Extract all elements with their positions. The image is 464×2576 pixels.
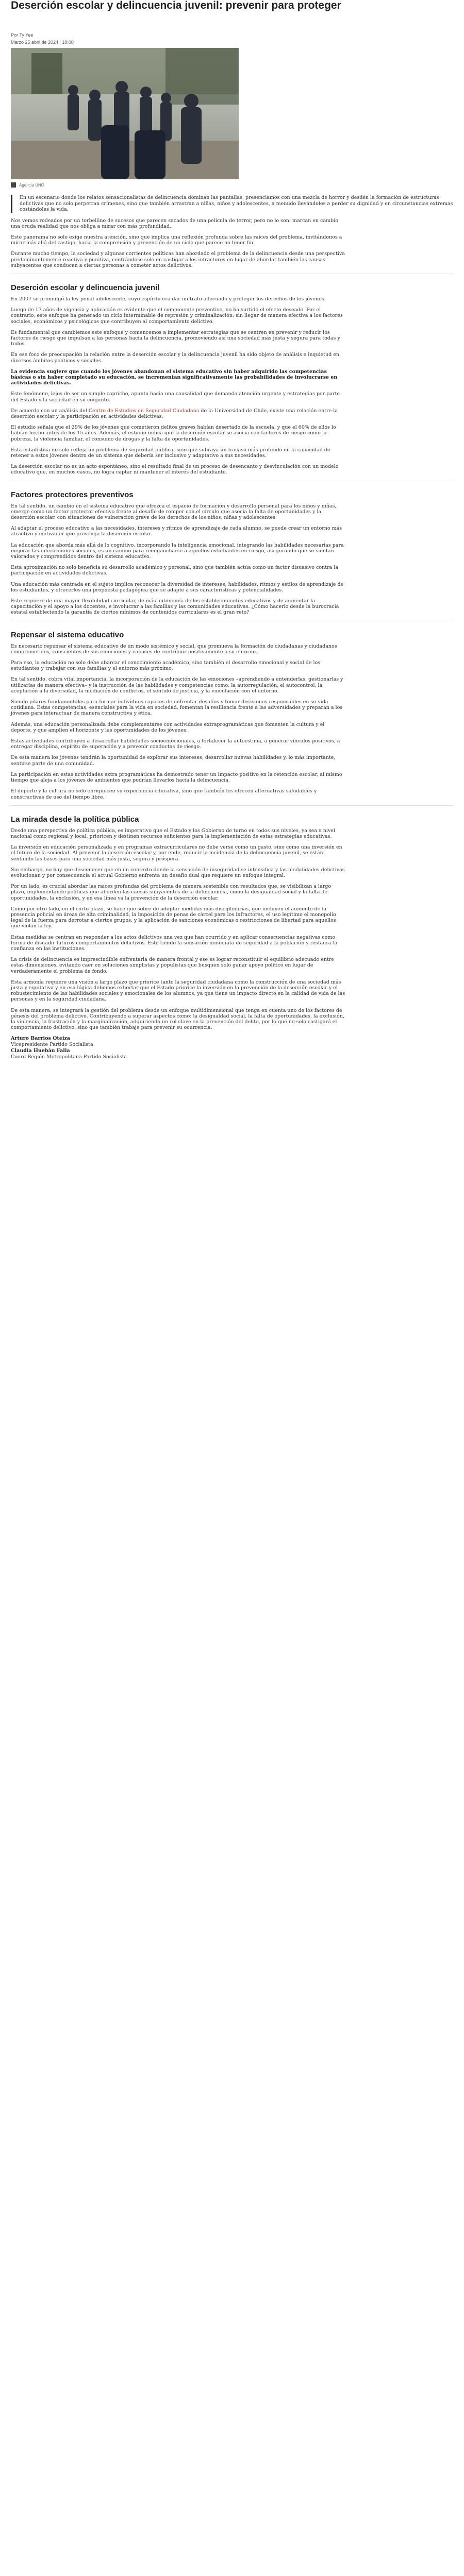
section-heading: Repensar el sistema educativo — [11, 630, 124, 639]
body-paragraph: La evidencia sugiere que cuando los jóvenes abandonan el sistema educativo sin haber adquirido las competencias básicas o sin haber completado su educación, se incrementan significativamente las probabilidades de involucrarse en actividades delictivas. — [11, 368, 338, 386]
section-heading: La mirada desde la política pública — [11, 815, 139, 824]
body-paragraph: La educación que aborda más allá de lo cognitivo, incorporando la inteligencia emocional, integrando las habilidades necesarias para mejorar las interacciones sociales, es un camino para reengancharse a aquellos estudiantes en riesgo, asegurando que se sientan valorados y comprendidos dentro del sistema educativo. — [11, 542, 344, 560]
body-paragraph: Sin embargo, no hay que desconocer que en un contexto donde la sensación de inseguridad se intensifica y las modalidades delictivas evolucionan y por consecuencia el actual Gobierno enfrenta un desafío dual que requiere un enfoque integral. — [11, 867, 345, 878]
body-paragraph: Como por otro lado, en el corto plazo, se hace que sobre de adoptar medidas más disciplinarias, que incluyen el aumento de la presencia policial en áreas de alta criminalidad, la imposición de penas de cárcel para los infractores, el uso legítimo el monopolio legal de la fuerza para derrotar a ciertos grupos, y la aplicación de sanciones económicas o restricciones de libertad para aquellos que violan la ley. — [11, 906, 336, 929]
body-paragraph: Una educación más centrada en el sujeto implica reconocer la diversidad de intereses, habilidades, ritmos y estilos de aprendizaje de los estudiantes, y ofrecerles una propuesta pedagógica que se adapte a sus características y potencialidades. — [11, 581, 344, 593]
body-paragraph: En ese foco de preocupación la relación entre la deserción escolar y la delincuencia juvenil ha sido objeto de análisis e inquietud en diversos ámbitos políticos y sociales. — [11, 352, 340, 364]
body-paragraph: Esta armonía requiere una visión a largo plazo que priorice tanto la seguridad ciudadana como la construcción de una sociedad más justa y equitativa y en esa lógica debemos exhortar que el Estado priorice la inversión en la prevención de la deserción escolar y el robustecimiento de las habilidades sociales y emocionales de los alumnos, ya que tiene un impacto directo en la calidad de vida de las personas y en la seguridad ciudadana. — [11, 979, 345, 1003]
lead-paragraphs — [11, 218, 453, 268]
article-photo — [11, 48, 239, 179]
intro-text: En un escenario donde los relatos sensacionalistas de delincuencia dominan las pantallas, presenciamos con una mezcla de horror y desdén la formación de estructuras delictivas que no solo perpetran crímenes, sino que también arrastran a niñas, niños y adolescentes, a menudo llevándoles a perder su dignidad y en circunstancias extremas costándoles la vida. — [20, 195, 453, 212]
body-paragraph: Este fenómeno, lejos de ser un simple capricho, apunta hacia una causalidad que demanda atención urgente y estrategias por parte del Estado y la sociedad en su conjunto. — [11, 391, 340, 403]
inline-link[interactable]: Centro de Estudios en Seguridad Ciudadana — [88, 408, 200, 414]
body-paragraph: Este requiere de una mayor flexibilidad curricular, de más autonomía de los establecimientos educativos y de aumentar la capacitación y el apoyo a los docentes, e involucrar a las familias y las comunidades educativas. ¿Cómo hacerlo desde la burocracia estatal estableciendo la garantía de ciertos mínimos de contenidos curriculares es el gran reto? — [11, 598, 339, 616]
body-paragraph: La participación en estas actividades extra programáticas ha demostrado tener un impacto positivo en la retención escolar, al mismo tiempo que aleja a los jóvenes de ambientes que podrían llevarlos hacia la delincuencia. — [11, 771, 342, 784]
body-paragraph: Esta estadística no solo refleja un problema de seguridad pública, sino que subraya un fracaso más profundo en la capacidad de retener a estos jóvenes dentro de un sistema que debería ser inclusivo y adaptativo a sus necesidades. — [11, 447, 330, 459]
body-paragraph: El estudio señala que el 29% de los jóvenes que cometieron delitos graves habían desertado de la escuela, y que el 60% de ellos lo habían hecho antes de los 15 años. Además, el estudio indica que la deserción escolar se asocia con factores de riesgo como la pobreza, la violencia familiar, el consumo de drogas y la falta de oportunidades. — [11, 425, 336, 442]
body-paragraph: Esta aproximación no solo beneficia su desarrollo académico y personal, sino que también actúa como un factor disuasivo contra la participación en actividades delictivas. — [11, 565, 339, 577]
paragraph-text: de la Universidad de Chile, existe una relación entre la deserción escolar y la participación en actividades delictivas. — [11, 408, 338, 419]
body-paragraph: Desde una perspectiva de política pública, es imperativo que el Estado y los Gobierno de turno en todos sus niveles, ya sea a nivel nacional como regional y local, prioricen y destinen recursos suficientes para la implementación de estas estrategias educativas. — [11, 827, 335, 839]
image-credit — [11, 182, 453, 188]
body-paragraph: Estas actividades contribuyen a desarrollar habilidades socioemocionales, a fortalecer la autoestima, a generar vínculos positivos, a entregar disciplina, espíritu de superación y a prevenir conductas de riesgo. — [11, 738, 340, 750]
body-paragraph: La inversión en educación personalizada y en programas extracurriculares no debe verse como un gasto, sino como una inversión en el futuro de la sociedad. Al prevenir la deserción escolar y, por ende, reducir la incidencia de la delincuencia juvenil, se están sentando las bases para una sociedad más justa, segura y próspera. — [11, 844, 342, 862]
section-heading: Factores protectores preventivos — [11, 490, 134, 499]
students-photo-illustration — [11, 48, 239, 179]
body-paragraph: De esta manera, se integrará la gestión del problema desde un enfoque multidimensional que tenga en cuenta uno de los factores de génesis del problema delictivo. Contribuyendo a superar aspectos como: la desigualdad social, la falta de oportunidades, la exclusión, la violencia, la frustración y la marginalización, adquiriendo un rol clave en la prevención del delito, por lo que no solo castigará el comportamiento delictivo, sino que también trabaje para prevenir su ocurrencia. — [11, 1007, 344, 1031]
paragraph-text: De acuerdo con un análisis del — [11, 408, 89, 414]
article-author[interactable]: Por Ty Yee — [11, 32, 34, 38]
body-paragraph: La crisis de delincuencia es imprescindible enfrentarla de manera frontal y ese es lograr reconstituir el equilibrio adecuado entre estas dimensiones, evitando caer en soluciones simplistas y populistas que busquen solo ganar apoyo político en lugar de verdaderamente el problema de fondo. — [11, 957, 334, 974]
body-paragraph: De esta manera los jóvenes tendrán la oportunidad de explorar sus intereses, desarrollar nuevas habilidades y, lo más importante, sentirse parte de una comunidad. — [11, 755, 336, 767]
body-paragraph: Luego de 17 años de vigencia y aplicación es evidente que el componente preventivo, no ha surtido el efecto deseado. Por el contrario, este enfoque ha generado un ciclo interminable de represión y criminalización, sin llegar de manera efectiva a los factores sociales, económicos y psicológicos que contribuyen al comportamiento delictivo. — [11, 307, 343, 325]
body-paragraph: Estas medidas se centran en responder a los actos delictivos una vez que han ocurrido y en aplicar consecuencias negativas como forma de disuadir futuros comportamientos delictivos. Esto tiende la sensación inmediata de seguridad a la población y restaura la confianza en las instituciones. — [11, 934, 338, 952]
signature-name-1: Arturo Barrios Oteiza — [11, 1036, 70, 1042]
body-paragraph: En tal sentido, un cambio en el sistema educativo que ofrezca el espacio de formación y desarrollo personal para los niños y niñas, emerge como un factor protector efectivo frente al desafío de romper con el círculo que asocia la falta de oportunidades y la deserción escolar, con situaciones de vulneración grave de los derechos de los niños, niñas y adolescentes. — [11, 503, 337, 520]
body-paragraph — [11, 408, 346, 419]
article-sections — [11, 274, 453, 1030]
body-paragraph: Siendo pilares fundamentales para formar individuos capaces de enfrentar desafíos y tomar decisiones responsables en su vida cotidiana. Estas competencias, esenciales para la vida en sociedad, fomentan la resiliencia frente a las adversidades y preparan a los jóvenes para interactuar de manera constructiva y ética. — [11, 699, 343, 717]
lead-paragraph: Durante mucho tiempo, la sociedad y algunas corrientes políticas han abordado el problema de la delincuencia desde una perspectiva predominantemente reactiva y punitiva, centrándose solo en castigar a los infractores en lugar de abordar también las causas subyacentes que conducen a ciertas personas a cometer actos delictivos. — [11, 251, 345, 268]
body-paragraph: Es necesario repensar el sistema educativo de un modo sistémico y social, que promueva la formación de ciudadanas y ciudadanos comprometidos, conscientes de sus emociones y capaces de contribuir positivamente a su entorno. — [11, 643, 337, 655]
section-divider — [11, 805, 453, 806]
section-heading: Deserción escolar y delincuencia juvenil — [11, 283, 160, 292]
body-paragraph: En tal sentido, cobra vital importancia, la incorporación de la educación de las emociones –aprendiendo a entenderlas, gestionarlas y utilizarlas de manera efectiva– y la instrucción de las habilidades y competencias como: la autorregulación, el autocontrol, la aceptación a la diversidad, la mediación de conflictos, el sentido de justicia, y la vinculación con el entorno. — [11, 676, 343, 694]
signature-role-2: Coord Región Metropolitana Partido Socialista — [11, 1054, 127, 1060]
body-paragraph: Al adaptar el proceso educativo a las necesidades, intereses y ritmos de aprendizaje de cada alumno, se puede crear un entorno más atractivo y motivador que prevenga la deserción escolar. — [11, 526, 342, 537]
body-paragraph: El deporte y la cultura no solo enriquecen su experiencia educativa, sino que también les ofrecen alternativas saludables y constructivas de uso del tiempo libre. — [11, 788, 317, 800]
article-title: Deserción escolar y delincuencia juvenil: prevenir para proteger — [11, 0, 341, 11]
article-signature — [11, 1036, 453, 1060]
article-date: Marzo 25 abril de 2024 | 10:00 — [11, 40, 74, 45]
body-paragraph: Es fundamental que cambiemos este enfoque y comencemos a implementar estrategias que se centren en prevenir y reducir los factores de riesgo que impulsan a las personas hacia la delincuencia, promoviendo así una sociedad más justa y segura para todas y todos. — [11, 329, 340, 347]
body-paragraph: Para eso, la educación no solo debe abarcar el conocimiento académico, sino también el desarrollo emocional y social de los estudiantes y trabajar con sus familias y el entorno más próximo. — [11, 660, 321, 672]
signature-role-1: Vicepresidente Partido Socialista — [11, 1042, 93, 1048]
image-credit-text: Agencia UNO — [19, 182, 44, 188]
lead-paragraph: Este panorama no solo exige nuestra atención, sino que implica una reflexión profunda sobre las raíces del problema, invitándonos a mirar más allá del castigo, hacia la comprensión y prevención de un ciclo que parece no tener fin. — [11, 234, 342, 246]
article-page — [0, 0, 464, 1060]
body-paragraph: La deserción escolar no es un acto espontáneo, sino el resultado final de un proceso de desencanto y desvinculación con un modelo educativo que, en muchos casos, no logra captar ni mantener el interés del estudiante. — [11, 464, 339, 476]
lead-paragraph: Nos vemos rodeados por un torbellino de sucesos que parecen sacados de una película de terror, pero no lo son: marcan en cambio una cruda realidad que nos obliga a mirar con más profundidad. — [11, 217, 339, 229]
signature-name-2: Claudia Huebán Falla — [11, 1048, 70, 1054]
body-paragraph: Por un lado, es crucial abordar las raíces profundas del problema de manera sostenible con resultados que, se visibilizan a largo plazo, implementando políticas que aborden las causas subyacentes de la delincuencia, como la desigualdad social y la falta de oportunidades, la exclusión, y en esa línea va la prevención de la deserción escolar. — [11, 884, 332, 901]
camera-icon — [11, 182, 16, 188]
body-paragraph: En 2007 se promulgó la ley penal adolescente, cuyo espíritu era dar un trato adecuado y proteger los derechos de los jóvenes. — [11, 296, 326, 302]
article-intro — [11, 195, 453, 213]
body-paragraph: Además, una educación personalizada debe complementarse con actividades extraprogramáticas que fomenten la cultura y el deporte, y que amplíen el horizonte y las oportunidades de los jóvenes. — [11, 721, 325, 733]
